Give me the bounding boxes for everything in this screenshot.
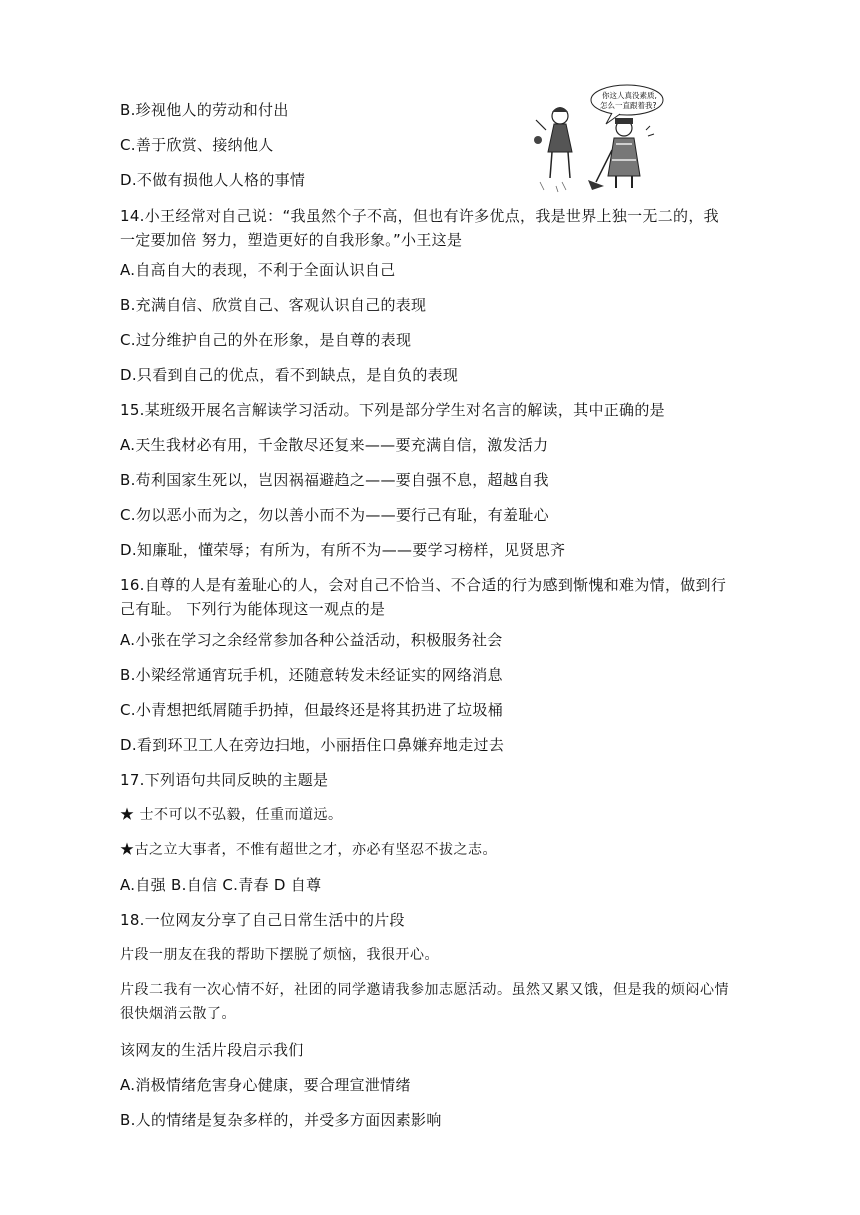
q16-stem: 16.自尊的人是有羞耻心的人，会对自己不恰当、不合适的行为感到惭愧和难为情，做到行己有耻。 下列行为能体现这一观点的是 — [120, 576, 727, 618]
q13-option-b: B.珍视他人的劳动和付出 — [120, 101, 289, 119]
q14-option-a: A.自高自大的表现，不利于全面认识自己 — [120, 261, 396, 279]
q14-option-c: C.过分维护自己的外在形象，是自尊的表现 — [120, 331, 412, 349]
q14-option-b: B.充满自信、欣赏自己、客观认识自己的表现 — [120, 296, 427, 314]
q17-stem: 17.下列语句共同反映的主题是 — [120, 771, 329, 789]
cartoon-illustration — [532, 82, 667, 194]
q18-stem: 18.一位网友分享了自己日常生活中的片段 — [120, 911, 405, 929]
q18-option-b: B.人的情绪是复杂多样的，并受多方面因素影响 — [120, 1111, 442, 1129]
q13-option-c: C.善于欣赏、接纳他人 — [120, 136, 274, 154]
q18-fragment-1: 片段一朋友在我的帮助下摆脱了烦恼，我很开心。 — [120, 947, 439, 963]
q16-option-c: C.小青想把纸屑随手扔掉，但最终还是将其扔进了垃圾桶 — [120, 701, 504, 719]
q16-option-d: D.看到环卫工人在旁边扫地，小丽捂住口鼻嫌弃地走过去 — [120, 736, 505, 754]
q17-options: A.自强 B.自信 C.青春 D 自尊 — [120, 876, 322, 894]
q13-option-d: D.不做有损他人人格的事情 — [120, 171, 306, 189]
q18-prompt: 该网友的生活片段启示我们 — [120, 1041, 304, 1059]
q16-option-a: A.小张在学习之余经常参加各种公益活动，积极服务社会 — [120, 631, 503, 649]
bubble-text-2: 怎么一直跟着我? — [600, 101, 657, 110]
bubble-text-1: 你这人真没素质, — [602, 91, 657, 100]
q15-option-a: A.天生我材必有用，千金散尽还复来——要充满自信，激发活力 — [120, 436, 549, 454]
q17-quote-1: ★ 士不可以不弘毅，任重而道远。 — [120, 807, 343, 823]
q14-option-d: D.只看到自己的优点，看不到缺点，是自负的表现 — [120, 366, 459, 384]
q17-quote-2: ★古之立大事者，不惟有超世之才，亦必有坚忍不拔之志。 — [120, 842, 497, 858]
q16-option-b: B.小梁经常通宵玩手机，还随意转发未经证实的网络消息 — [120, 666, 503, 684]
q18-fragment-2: 片段二我有一次心情不好，社团的同学邀请我参加志愿活动。虽然又累又饿，但是我的烦闷心情很快烟消云散了。 — [120, 982, 729, 1022]
q14-stem: 14.小王经常对自己说：“我虽然个子不高，但也有许多优点，我是世界上独一无二的，我一定要加倍 努力，塑造更好的自我形象。”小王这是 — [120, 207, 719, 249]
q18-option-a: A.消极情绪危害身心健康，要合理宣泄情绪 — [120, 1076, 411, 1094]
q15-option-b: B.苟利国家生死以，岂因祸福避趋之——要自强不息，超越自我 — [120, 471, 549, 489]
q15-option-c: C.勿以恶小而为之，勿以善小而不为——要行己有耻，有羞耻心 — [120, 506, 549, 524]
q15-stem: 15.某班级开展名言解读学习活动。下列是部分学生对名言的解读，其中正确的是 — [120, 401, 665, 419]
q15-option-d: D.知廉耻，懂荣辱；有所为，有所不为——要学习榜样，见贤思齐 — [120, 541, 566, 559]
